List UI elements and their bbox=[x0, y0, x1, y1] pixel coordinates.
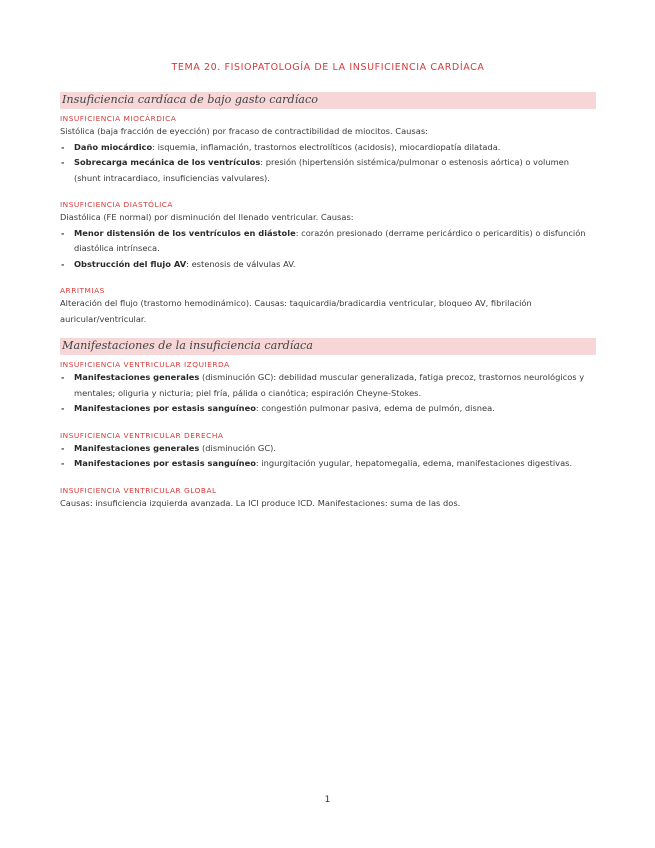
bullet-list bbox=[60, 140, 596, 187]
subhead: ARRITMIAS bbox=[60, 286, 105, 295]
item-term: Menor distensión de los ventrículos en diástole bbox=[74, 227, 296, 238]
block-right-ventricular bbox=[60, 430, 596, 472]
item-term: Sobrecarga mecánica de los ventrículos bbox=[74, 157, 261, 167]
document-page bbox=[60, 62, 596, 524]
block-left-ventricular bbox=[60, 359, 596, 417]
bullet-list bbox=[60, 441, 596, 472]
bullet-list bbox=[60, 226, 596, 273]
subhead: INSUFICIENCIA VENTRICULAR IZQUIERDA bbox=[60, 360, 230, 369]
list-item: - Manifestaciones por estasis sanguíneo: congestión pulmonar pasiva, edema de pulmón, disnea. bbox=[61, 403, 495, 413]
item-term: Daño miocárdico bbox=[74, 141, 153, 152]
subhead: INSUFICIENCIA VENTRICULAR GLOBAL bbox=[60, 485, 217, 495]
item-term: Manifestaciones generales bbox=[74, 442, 200, 453]
list-item: - Obstrucción del flujo AV: estenosis de válvulas AV. bbox=[61, 258, 296, 269]
item-text: : presión (hipertensión sistémica/pulmonar o estenosis aórtica) o volumen (shunt intracardiaco, insuficiencias valvulares). bbox=[74, 157, 570, 183]
item-term: Manifestaciones generales bbox=[74, 372, 200, 382]
section-manifestations bbox=[60, 338, 596, 511]
block-arrhythmias bbox=[60, 285, 596, 327]
paragraph: Diastólica (FE normal) por disminución del llenado ventricular. Causas: bbox=[60, 212, 354, 222]
item-text: (disminución GC). bbox=[199, 442, 276, 453]
paragraph: Alteración del flujo (trastorno hemodinámico). Causas: taquicardia/bradicardia ventricular, bloqueo AV, fibrilación auricular/ventricular. bbox=[60, 298, 532, 324]
subhead: INSUFICIENCIA DIASTÓLICA bbox=[60, 200, 173, 209]
item-term: Manifestaciones por estasis sanguíneo bbox=[74, 458, 256, 468]
block-myocardial bbox=[60, 113, 596, 186]
document-title: TEMA 20. FISIOPATOLOGÍA DE LA INSUFICIENCIA CARDÍACA bbox=[171, 62, 485, 73]
item-text: : estenosis de válvulas AV. bbox=[186, 258, 296, 269]
item-text: (disminución GC): debilidad muscular generalizada, fatiga precoz, trastornos neurológicos y mentales; oliguria y nicturia; piel fría, pálida o cianótica; espiración Cheyne-Stokes. bbox=[74, 372, 585, 398]
page-number: 1 bbox=[324, 795, 331, 805]
bullet-list bbox=[60, 370, 596, 417]
paragraph: Sistólica (baja fracción de eyección) por fracaso de contractibilidad de miocitos. Causas: bbox=[60, 126, 428, 136]
subhead: INSUFICIENCIA VENTRICULAR DERECHA bbox=[60, 430, 224, 440]
section-header: Insuficiencia cardíaca de bajo gasto cardíaco bbox=[60, 92, 596, 109]
list-item: - Menor distensión de los ventrículos en diástole: corazón presionado (derrame pericárdico o pericarditis) o disfunción diastólica intrínseca. bbox=[61, 227, 586, 253]
item-term: Manifestaciones por estasis sanguíneo bbox=[74, 403, 256, 413]
item-text: : corazón presionado (derrame pericárdico o pericarditis) o disfunción diastólica intrínseca. bbox=[74, 227, 586, 253]
item-term: Obstrucción del flujo AV bbox=[74, 258, 187, 269]
list-item: - Manifestaciones generales (disminución GC): debilidad muscular generalizada, fatiga precoz, trastornos neurológicos y mentales; oliguria y nicturia; piel fría, pálida o cianótica; espiración Cheyne-Stokes. bbox=[61, 372, 585, 398]
item-text: : isquemia, inflamación, trastornos electrolíticos (acidosis), miocardiopatía dilatada. bbox=[152, 141, 501, 152]
item-text: : congestión pulmonar pasiva, edema de pulmón, disnea. bbox=[255, 403, 495, 413]
item-text: : ingurgitación yugular, hepatomegalia, edema, manifestaciones digestivas. bbox=[255, 458, 573, 468]
list-item: - Manifestaciones generales (disminución GC). bbox=[61, 442, 276, 453]
subhead: INSUFICIENCIA MIOCÁRDICA bbox=[60, 114, 177, 123]
block-global-ventricular bbox=[60, 485, 596, 512]
block-diastolic bbox=[60, 199, 596, 272]
section-low-output bbox=[60, 92, 596, 327]
list-item: - Sobrecarga mecánica de los ventrículos: presión (hipertensión sistémica/pulmonar o estenosis aórtica) o volumen (shunt intracardiaco, insuficiencias valvulares). bbox=[61, 157, 570, 183]
list-item: - Daño miocárdico: isquemia, inflamación, trastornos electrolíticos (acidosis), miocardiopatía dilatada. bbox=[61, 141, 501, 152]
paragraph: Causas: insuficiencia izquierda avanzada. La ICI produce ICD. Manifestaciones: suma de las dos. bbox=[60, 497, 461, 508]
list-item: - Manifestaciones por estasis sanguíneo: ingurgitación yugular, hepatomegalia, edema, manifestaciones digestivas. bbox=[61, 458, 573, 468]
section-header: Manifestaciones de la insuficiencia cardíaca bbox=[60, 338, 596, 355]
